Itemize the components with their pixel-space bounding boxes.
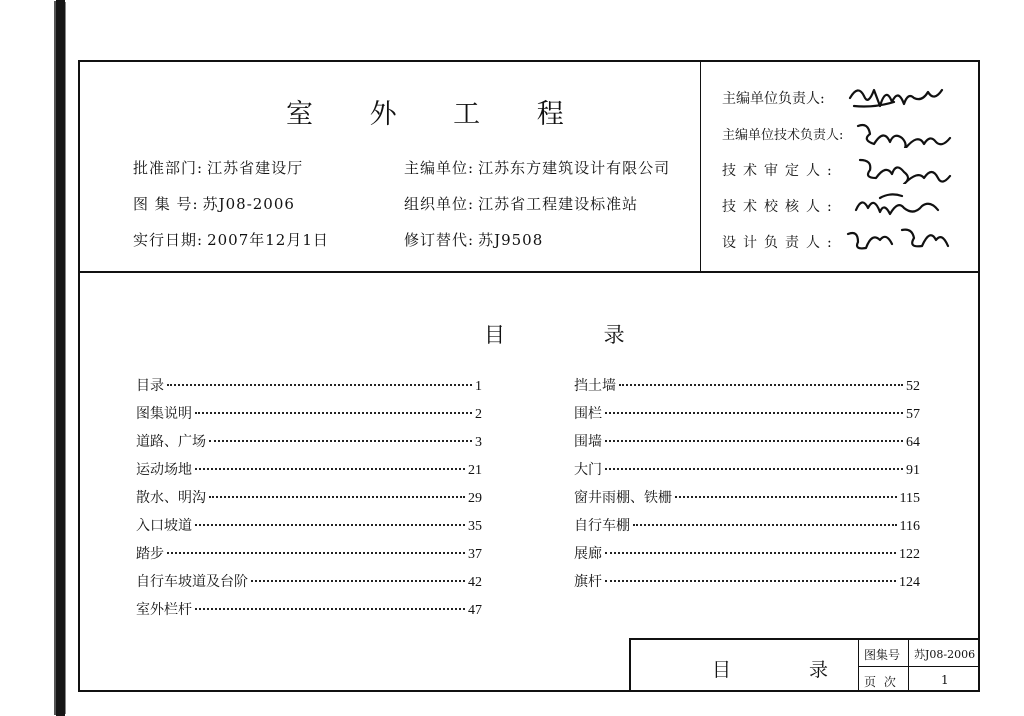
toc-item-title: 围栏: [574, 406, 602, 422]
toc-item-page: 1: [475, 379, 482, 394]
toc-item[interactable]: [574, 543, 920, 571]
toc-right-column: [574, 375, 920, 599]
toc-leader: [251, 580, 465, 582]
effective-date: [133, 229, 329, 250]
toc-leader: [167, 384, 472, 386]
toc-item[interactable]: [136, 375, 482, 403]
toc-item-page: 37: [468, 547, 482, 562]
header-vertical-divider: [700, 61, 701, 272]
toc-leader: [167, 552, 465, 554]
header-divider: [78, 271, 980, 273]
approval-dept: [133, 157, 303, 178]
signature-label: 技术审定人:: [722, 163, 839, 179]
signature-label: 设计负责人:: [722, 235, 839, 251]
toc-item[interactable]: [574, 431, 920, 459]
date-label: 实行日期:: [133, 231, 204, 249]
toc-item[interactable]: [136, 431, 482, 459]
toc-item-title: 散水、明沟: [136, 490, 206, 506]
toc-item-title: 图集说明: [136, 406, 192, 422]
org-label: 组织单位:: [404, 195, 475, 213]
signature-label: 主编单位负责人:: [722, 91, 825, 107]
signature-row-chief-tech: [722, 124, 843, 143]
signature-row-approver: [722, 160, 839, 180]
toc-leader: [605, 440, 903, 442]
title-block-page-value: 1: [941, 673, 949, 687]
binding-edge: [56, 0, 65, 716]
toc-item-page: 52: [906, 379, 920, 394]
toc-left-column: [136, 375, 482, 627]
toc-item-page: 116: [899, 519, 920, 534]
editor-value: 江苏东方建筑设计有限公司: [478, 159, 671, 177]
handwritten-signature-3: [852, 152, 962, 184]
toc-item-page: 29: [468, 491, 482, 506]
toc-item-title: 旗杆: [574, 574, 602, 590]
toc-item[interactable]: [136, 487, 482, 515]
toc-item[interactable]: [574, 403, 920, 431]
revision-replaces: [404, 229, 543, 250]
toc-item[interactable]: [574, 487, 920, 515]
toc-item-title: 运动场地: [136, 462, 192, 478]
toc-item-title: 挡土墙: [574, 378, 616, 394]
toc-item[interactable]: [136, 459, 482, 487]
handwritten-signature-4: [850, 188, 960, 220]
toc-item-title: 自行车棚: [574, 518, 630, 534]
toc-leader: [605, 580, 896, 582]
chief-editor-unit: [404, 157, 670, 178]
atlas-label: 图 集 号:: [133, 195, 199, 213]
signature-label: 主编单位技术负责人:: [722, 128, 844, 143]
toc-item-title: 窗井雨棚、铁栅: [574, 490, 672, 506]
toc-item-title: 围墙: [574, 434, 602, 450]
toc-leader: [195, 412, 472, 414]
toc-item-page: 115: [899, 491, 920, 506]
page-title: 室 外 工 程: [286, 99, 588, 130]
toc-item[interactable]: [574, 375, 920, 403]
toc-leader: [675, 496, 897, 498]
approval-label: 批准部门:: [133, 159, 204, 177]
toc-item[interactable]: [574, 459, 920, 487]
toc-leader: [619, 384, 903, 386]
toc-item-page: 21: [468, 463, 482, 478]
toc-leader: [605, 468, 903, 470]
toc-item-page: 42: [468, 575, 482, 590]
toc-item-title: 入口坡道: [136, 518, 192, 534]
signature-row-checker: [722, 196, 839, 216]
toc-item-title: 道路、广场: [136, 434, 206, 450]
toc-item[interactable]: [574, 515, 920, 543]
toc-item-title: 目录: [136, 378, 164, 394]
toc-item-page: 47: [468, 603, 482, 618]
toc-item[interactable]: [136, 543, 482, 571]
toc-item-title: 自行车坡道及台阶: [136, 574, 248, 590]
toc-item[interactable]: [574, 571, 920, 599]
toc-leader: [195, 608, 465, 610]
toc-leader: [209, 440, 472, 442]
toc-leader: [209, 496, 465, 498]
toc-item-title: 踏步: [136, 546, 164, 562]
toc-leader: [195, 524, 465, 526]
toc-item-title: 展廊: [574, 546, 602, 562]
title-block-page-label: 页 次: [864, 675, 898, 689]
toc-item-page: 64: [906, 435, 920, 450]
approval-value: 江苏省建设厅: [207, 159, 304, 177]
replace-label: 修订替代:: [404, 231, 475, 249]
atlas-value: 苏J08-2006: [202, 195, 295, 213]
handwritten-signature-2: [852, 116, 962, 148]
toc-item[interactable]: [136, 403, 482, 431]
title-block-divider: [908, 638, 909, 692]
toc-item-page: 124: [899, 575, 920, 590]
toc-item-page: 57: [906, 407, 920, 422]
signature-row-chief-unit: [722, 88, 825, 108]
title-block-atlas-label: 图集号: [864, 648, 901, 662]
handwritten-signature-5: [844, 222, 954, 254]
toc-title: 目 录: [484, 323, 671, 347]
toc-item-title: 室外栏杆: [136, 602, 192, 618]
title-block-atlas-value: 苏J08-2006: [914, 648, 976, 661]
toc-item[interactable]: [136, 599, 482, 627]
toc-item-page: 91: [906, 463, 920, 478]
title-block-divider: [858, 666, 980, 667]
toc-item-page: 3: [475, 435, 482, 450]
toc-leader: [605, 412, 903, 414]
organizing-unit: [404, 193, 638, 214]
handwritten-signature-1: [846, 80, 956, 112]
date-value: 2007年12月1日: [207, 231, 329, 249]
toc-item[interactable]: [136, 571, 482, 599]
toc-leader: [195, 468, 465, 470]
toc-item-page: 35: [468, 519, 482, 534]
toc-item-page: 122: [899, 547, 920, 562]
toc-item-title: 大门: [574, 462, 602, 478]
title-block-title: 目 录: [712, 659, 865, 681]
atlas-number: [133, 193, 295, 214]
org-value: 江苏省工程建设标准站: [478, 195, 639, 213]
editor-label: 主编单位:: [404, 159, 475, 177]
replace-value: 苏J9508: [478, 231, 544, 249]
toc-leader: [633, 524, 897, 526]
toc-item[interactable]: [136, 515, 482, 543]
toc-leader: [605, 552, 896, 554]
signature-label: 技术校核人:: [722, 199, 839, 215]
signature-row-designer: [722, 232, 839, 252]
toc-item-page: 2: [475, 407, 482, 422]
